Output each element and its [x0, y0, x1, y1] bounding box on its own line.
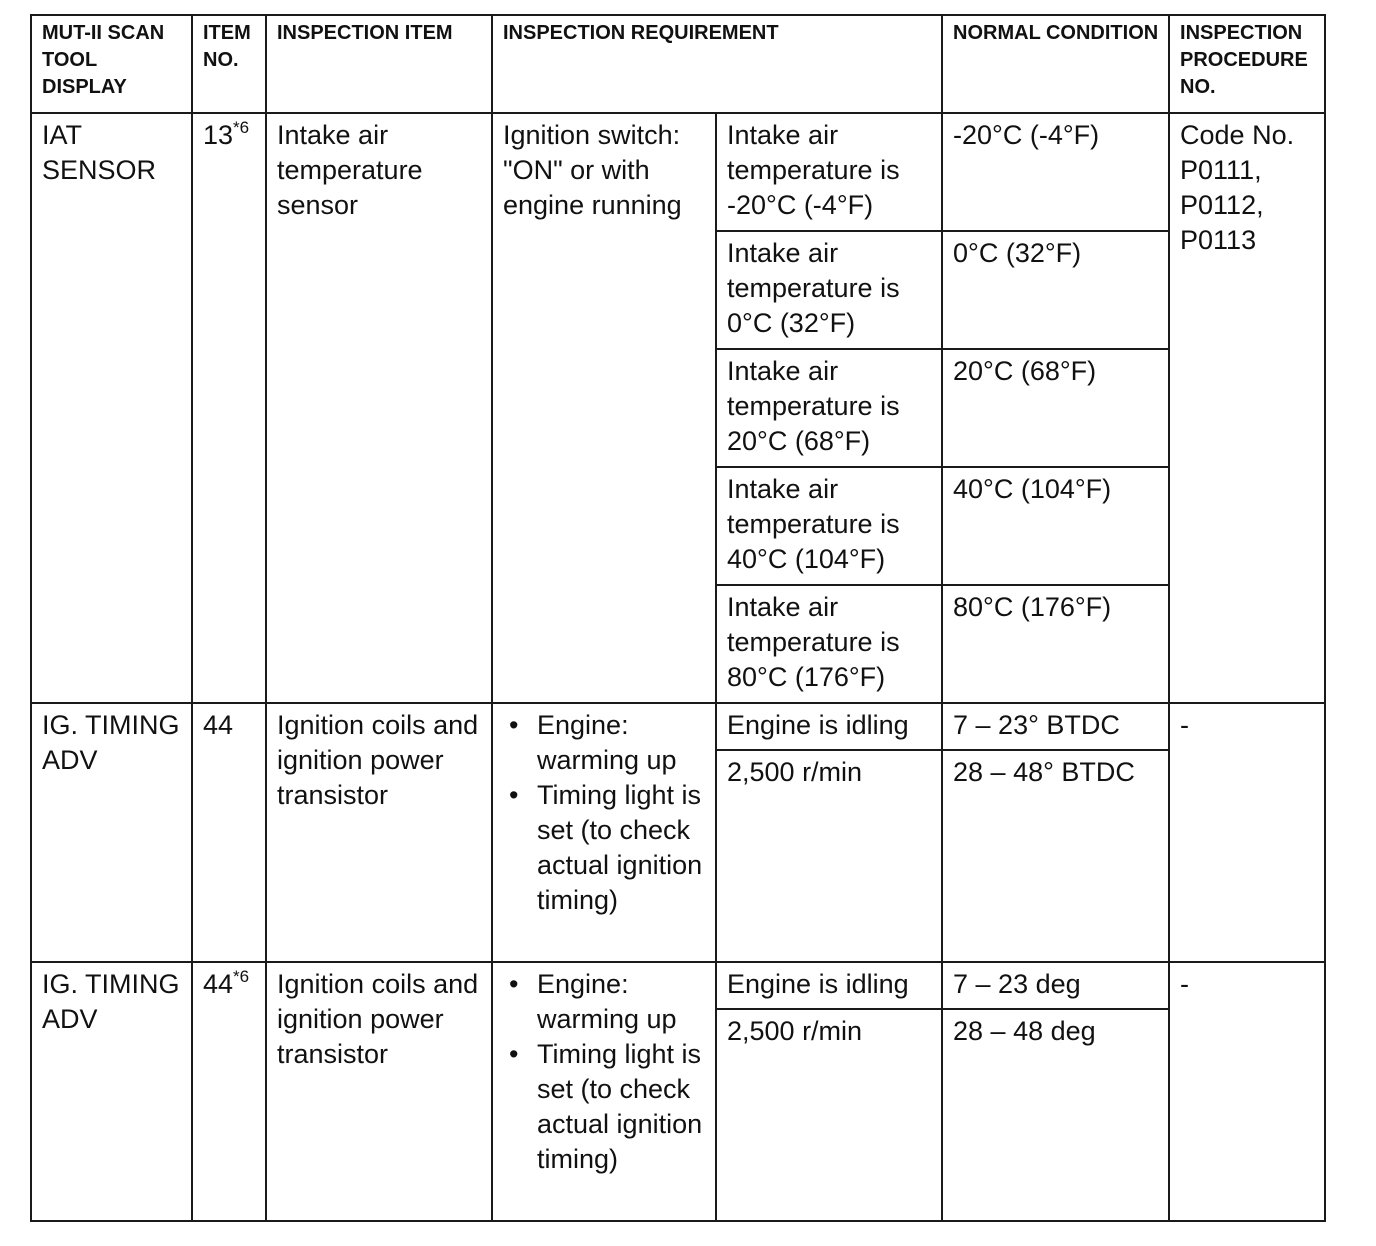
- iat-display: IAT SENSOR: [31, 113, 192, 703]
- table-row: [31, 703, 1325, 750]
- condition-state: Intake air temperature is 0°C (32°F): [716, 231, 942, 349]
- requirement-list: [503, 708, 707, 918]
- normal-value: 40°C (104°F): [942, 467, 1169, 585]
- timing2-display: IG. TIMING ADV: [31, 962, 192, 1221]
- timing2-requirement: [492, 962, 716, 1221]
- normal-value: 28 – 48 deg: [942, 1009, 1169, 1221]
- condition-state: Engine is idling: [716, 962, 942, 1009]
- condition-state: Engine is idling: [716, 703, 942, 750]
- normal-value: 28 – 48° BTDC: [942, 750, 1169, 962]
- header-item-no: ITEM NO.: [192, 15, 266, 113]
- requirement-list: [503, 967, 707, 1177]
- normal-value: 7 – 23 deg: [942, 962, 1169, 1009]
- item-footnote: *6: [233, 118, 250, 137]
- timing1-procedure: -: [1169, 703, 1325, 962]
- list-item: • Timing light is set (to check actual ignition timing): [503, 778, 707, 918]
- timing1-requirement: [492, 703, 716, 962]
- timing1-item-no: 44: [192, 703, 266, 962]
- list-item: • Engine: warming up: [503, 967, 707, 1037]
- condition-state: 2,500 r/min: [716, 1009, 942, 1221]
- normal-value: 0°C (32°F): [942, 231, 1169, 349]
- normal-value: -20°C (-4°F): [942, 113, 1169, 231]
- iat-procedure: Code No. P0111, P0112, P0113: [1169, 113, 1325, 703]
- list-item: • Engine: warming up: [503, 708, 707, 778]
- timing2-procedure: -: [1169, 962, 1325, 1221]
- iat-inspection-item: Intake air temperature sensor: [266, 113, 492, 703]
- header-inspection-item: INSPECTION ITEM: [266, 15, 492, 113]
- condition-state: 2,500 r/min: [716, 750, 942, 962]
- item-footnote: *6: [233, 967, 250, 986]
- normal-value: 80°C (176°F): [942, 585, 1169, 703]
- condition-state: Intake air temperature is 40°C (104°F): [716, 467, 942, 585]
- table-row: [31, 113, 1325, 231]
- condition-state: Intake air temperature is 20°C (68°F): [716, 349, 942, 467]
- inspection-table: [30, 14, 1326, 1222]
- timing2-item-no: 44$^{*6}$: [192, 962, 266, 1221]
- iat-item-no: 13$^{*6}$: [192, 113, 266, 703]
- header-display: MUT-II SCAN TOOL DISPLAY: [31, 15, 192, 113]
- normal-value: 20°C (68°F): [942, 349, 1169, 467]
- timing2-inspection-item: Ignition coils and ignition power transistor: [266, 962, 492, 1221]
- header-procedure-no: INSPECTION PROCEDURE NO.: [1169, 15, 1325, 113]
- condition-state: Intake air temperature is 80°C (176°F): [716, 585, 942, 703]
- timing1-inspection-item: Ignition coils and ignition power transistor: [266, 703, 492, 962]
- iat-requirement: Ignition switch: "ON" or with engine running: [492, 113, 716, 703]
- timing1-display: IG. TIMING ADV: [31, 703, 192, 962]
- header-normal-condition: NORMAL CONDITION: [942, 15, 1169, 113]
- table-row: [31, 962, 1325, 1009]
- list-item: • Timing light is set (to check actual ignition timing): [503, 1037, 707, 1177]
- header-row: [31, 15, 1325, 113]
- condition-state: Intake air temperature is -20°C (-4°F): [716, 113, 942, 231]
- normal-value: 7 – 23° BTDC: [942, 703, 1169, 750]
- header-inspection-requirement: INSPECTION REQUIREMENT: [492, 15, 942, 113]
